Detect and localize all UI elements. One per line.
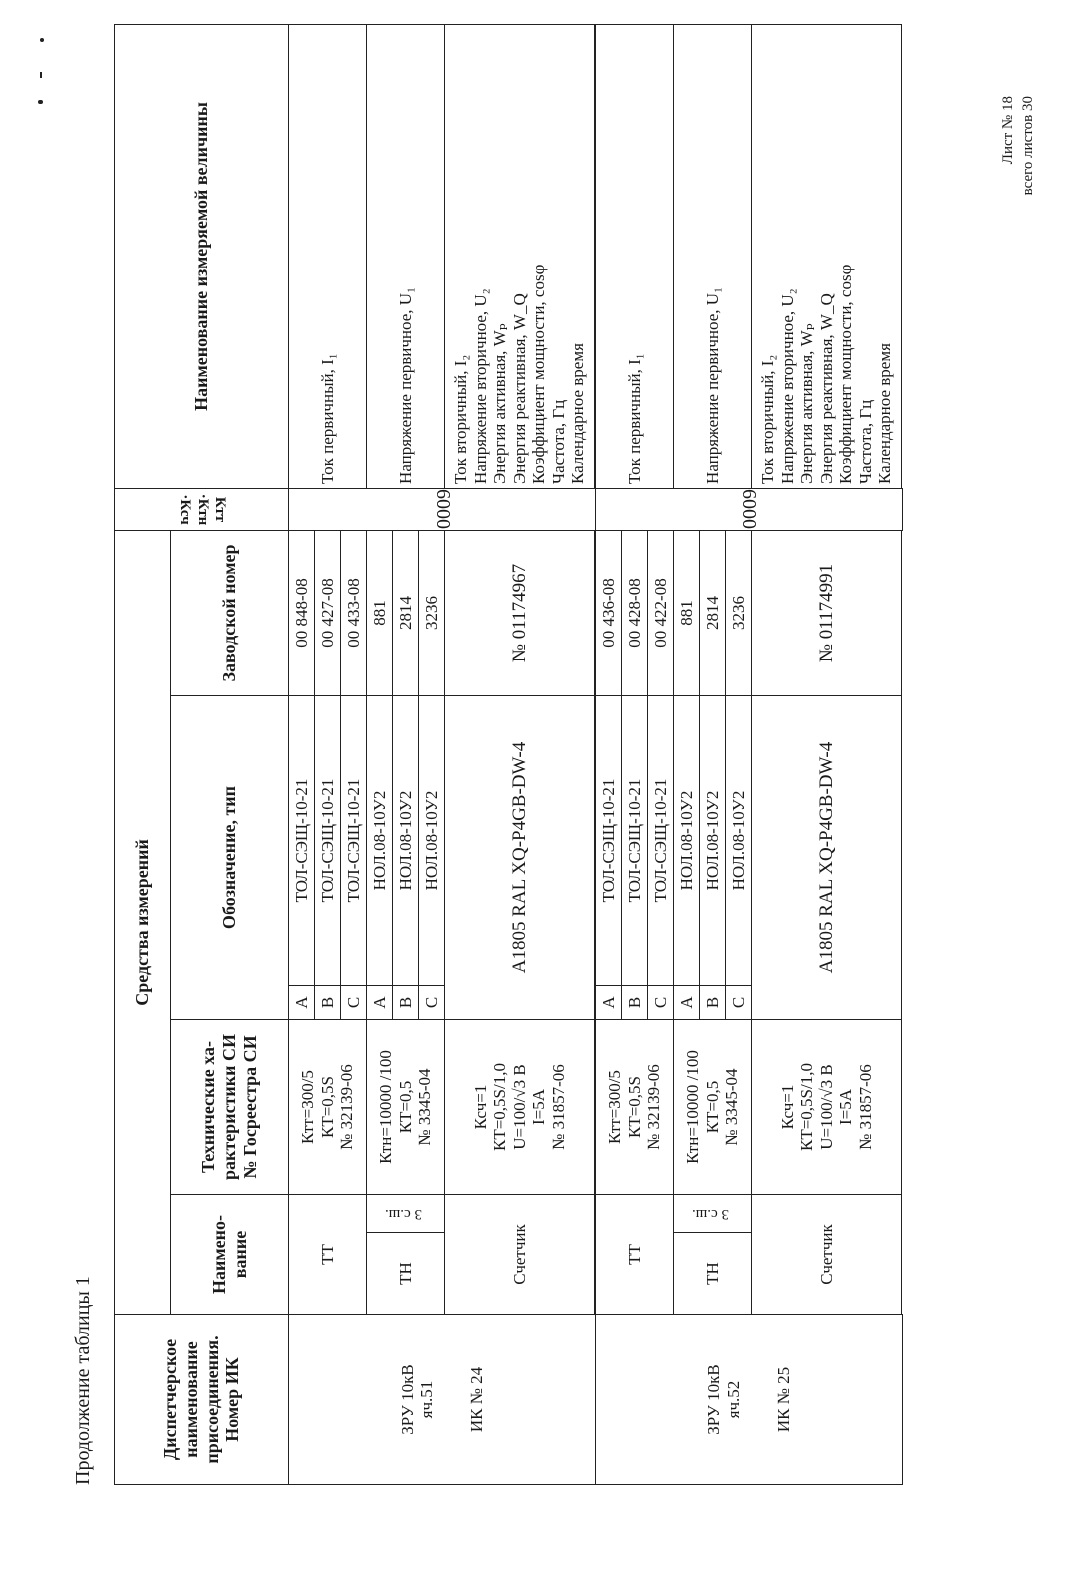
- meter-type: A1805 RAL XQ-P4GB-DW-4: [445, 696, 595, 1020]
- measured-current: Ток первичный, I₁: [289, 24, 367, 488]
- tn-sub: [674, 1195, 752, 1233]
- tn-name: ТН: [367, 1233, 445, 1315]
- tn-tech: Ктн=10000 /100 КТ=0,5 № 3345-04: [674, 1020, 752, 1195]
- serial-cell: 2814: [393, 530, 419, 695]
- coef-cell: [596, 488, 903, 530]
- header-tech: Технические ха-рактеристики СИ № Госреестра СИ: [171, 1020, 289, 1195]
- type-cell: НОЛ.08-10У2: [419, 696, 445, 986]
- serial-cell: 881: [367, 530, 393, 695]
- tt-name: ТТ: [289, 1195, 367, 1315]
- serial-cell: 00 422-08: [648, 530, 674, 695]
- type-cell: ТОЛ-СЭЩ-10-21: [289, 696, 315, 986]
- measured-meter-list: Ток вторичный, I₂ Напряжение вторичное, U₂ Энергия активная, Wₚ Энергия реактивная, W_Q Коэффициент мощности, cosφ Частота, Гц Календарное время: [752, 24, 902, 488]
- serial-cell: 00 436-08: [596, 530, 622, 695]
- type-cell: НОЛ.08-10У2: [700, 696, 726, 986]
- measured-voltage: Напряжение первичное, U₁: [674, 24, 752, 488]
- dispatch-line1: ЗРУ 10кВ: [704, 1364, 724, 1435]
- ik-number: ИК № 25: [773, 1366, 793, 1433]
- tt-name: ТТ: [596, 1195, 674, 1315]
- meter-tech: Ксч=1 КТ=0,5S/1,0 U=100/√3 В I=5А № 31857-06: [445, 1020, 595, 1195]
- phase-cell: B: [315, 986, 341, 1020]
- type-cell: ТОЛ-СЭЩ-10-21: [622, 696, 648, 986]
- phase-cell: C: [341, 986, 367, 1020]
- serial-cell: 00 848-08: [289, 530, 315, 695]
- serial-cell: 881: [674, 530, 700, 695]
- phase-cell: B: [622, 986, 648, 1020]
- meter-name: Счетчик: [445, 1195, 595, 1315]
- header-means-group: Средства измерений: [115, 530, 171, 1314]
- dispatch-cell: [289, 1315, 596, 1485]
- type-cell: НОЛ.08-10У2: [367, 696, 393, 986]
- tn-sub: [367, 1195, 445, 1233]
- phase-cell: A: [367, 986, 393, 1020]
- header-dispatch: Диспетчерское наименование присоединения. Номер ИК: [115, 1315, 289, 1485]
- phase-cell: B: [393, 986, 419, 1020]
- header-serial: Заводской номер: [171, 530, 289, 695]
- sheet-label: Лист № 18: [1000, 96, 1016, 165]
- type-cell: ТОЛ-СЭЩ-10-21: [596, 696, 622, 986]
- phase-cell: C: [419, 986, 445, 1020]
- scan-speck: [40, 72, 42, 78]
- meter-serial: № 01174991: [752, 530, 902, 695]
- tn-sub-text: 3 с.ш.: [384, 1206, 422, 1223]
- coef-value: 6000: [738, 489, 761, 530]
- serial-cell: 00 433-08: [341, 530, 367, 695]
- measured-current: Ток первичный, I₁: [596, 24, 674, 488]
- meter-name: Счетчик: [752, 1195, 902, 1315]
- header-coef: [115, 488, 289, 530]
- coef-value: 6000: [431, 489, 454, 530]
- header-measured: Наименование измеряемой величины: [115, 24, 289, 488]
- meter-serial: № 01174967: [445, 530, 595, 695]
- serial-cell: 00 427-08: [315, 530, 341, 695]
- serial-cell: 2814: [700, 530, 726, 695]
- dispatch-line2: яч.52: [723, 1380, 743, 1419]
- sheet-total: всего листов 30: [1020, 96, 1036, 196]
- type-cell: НОЛ.08-10У2: [726, 696, 752, 986]
- measured-voltage: Напряжение первичное, U₁: [367, 24, 445, 488]
- dispatch-line1: ЗРУ 10кВ: [397, 1364, 417, 1435]
- measurement-table: [114, 24, 903, 1485]
- phase-cell: B: [700, 986, 726, 1020]
- ik-number: ИК № 24: [466, 1366, 486, 1433]
- type-cell: НОЛ.08-10У2: [674, 696, 700, 986]
- table-continuation-caption: Продолжение таблицы 1: [72, 1276, 94, 1485]
- header-name: Наимено-вание: [171, 1195, 289, 1315]
- type-cell: ТОЛ-СЭЩ-10-21: [648, 696, 674, 986]
- dispatch-line2: яч.51: [417, 1380, 437, 1419]
- meter-tech: Ксч=1 КТ=0,5S/1,0 U=100/√3 В I=5А № 31857-06: [752, 1020, 902, 1195]
- measured-meter-list: Ток вторичный, I₂ Напряжение вторичное, U₂ Энергия активная, Wₚ Энергия реактивная, W_Q Коэффициент мощности, cosφ Частота, Гц Календарное время: [445, 24, 595, 488]
- phase-cell: C: [726, 986, 752, 1020]
- type-cell: ТОЛ-СЭЩ-10-21: [341, 696, 367, 986]
- scan-speck: [40, 38, 44, 42]
- header-designation: Обозначение, тип: [171, 696, 289, 1020]
- rotated-page: [72, 25, 1082, 1485]
- type-cell: ТОЛ-СЭЩ-10-21: [315, 696, 341, 986]
- tt-tech: Ктт=300/5 КТ=0,5S № 32139-06: [289, 1020, 367, 1195]
- meter-type: A1805 RAL XQ-P4GB-DW-4: [752, 696, 902, 1020]
- dispatch-cell: [596, 1315, 903, 1485]
- type-cell: НОЛ.08-10У2: [393, 696, 419, 986]
- phase-cell: A: [596, 986, 622, 1020]
- tn-name: ТН: [674, 1233, 752, 1315]
- tt-tech: Ктт=300/5 КТ=0,5S № 32139-06: [596, 1020, 674, 1195]
- serial-cell: 3236: [726, 530, 752, 695]
- coef-cell: [289, 488, 596, 530]
- scan-speck: [38, 100, 43, 104]
- header-coef-text: Ктт ·Ктн ·Ксч: [176, 493, 228, 526]
- tn-sub-text: 3 с.ш.: [691, 1206, 729, 1223]
- phase-cell: A: [289, 986, 315, 1020]
- tn-tech: Ктн=10000 /100 КТ=0,5 № 3345-04: [367, 1020, 445, 1195]
- serial-cell: 00 428-08: [622, 530, 648, 695]
- phase-cell: C: [648, 986, 674, 1020]
- serial-cell: 3236: [419, 530, 445, 695]
- phase-cell: A: [674, 986, 700, 1020]
